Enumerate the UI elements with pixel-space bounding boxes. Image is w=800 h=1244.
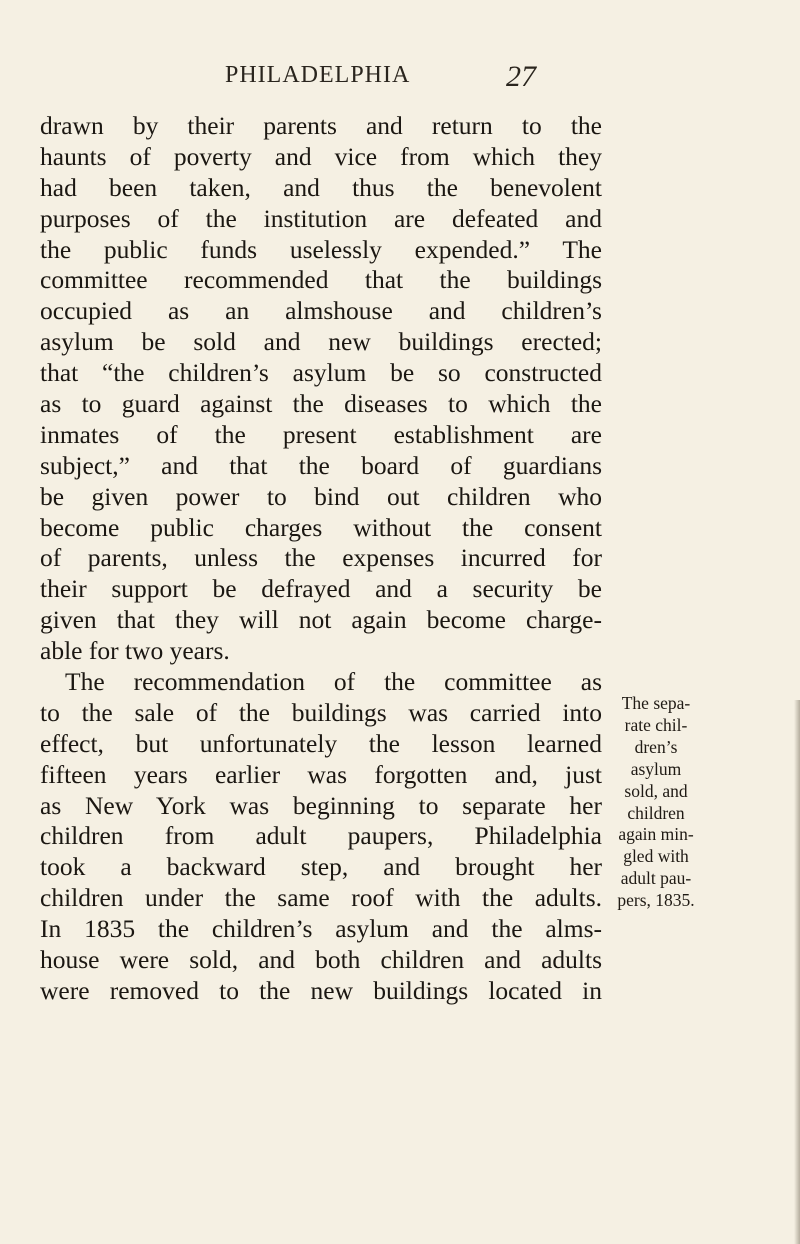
margin-note-line: children <box>627 802 685 823</box>
text-line: their support be defrayed and a security be <box>40 574 602 604</box>
text-line: asylum be sold and new buildings erected; <box>40 327 602 357</box>
text-line: given that they will not again become charge- <box>40 605 602 635</box>
page-number: 27 <box>506 60 536 93</box>
text-line: had been taken, and thus the benevolent <box>40 172 602 202</box>
page-edge-shadow <box>794 700 800 1244</box>
text-line: children under the same roof with the adults. <box>40 883 602 913</box>
text-line: occupied as an almshouse and children’s <box>40 296 602 326</box>
text-line: of parents, unless the expenses incurred for <box>40 543 602 573</box>
text-line: effect, but unfortunately the lesson learned <box>40 728 602 758</box>
text-line: as to guard against the diseases to which the <box>40 389 602 419</box>
paragraph-start-line: The recommendation of the committee as <box>65 667 602 697</box>
text-line: as New York was beginning to separate her <box>40 790 602 820</box>
margin-note-line: pers, 1835. <box>617 890 695 911</box>
page-header <box>0 60 800 100</box>
text-line: house were sold, and both children and adults <box>40 945 602 975</box>
text-line: haunts of poverty and vice from which they <box>40 141 602 171</box>
text-line: to the sale of the buildings was carried into <box>40 697 602 727</box>
text-line: inmates of the present establishment are <box>40 419 602 449</box>
text-line: children from adult paupers, Philadelphia <box>40 821 602 851</box>
margin-note-line: asylum <box>630 758 682 779</box>
body-text <box>40 111 602 1007</box>
text-line: the public funds uselessly expended.” The <box>40 234 602 264</box>
margin-note-line: rate chil- <box>624 714 688 735</box>
paragraph-end-line: able for two years. <box>40 636 230 666</box>
margin-note-line: The sepa- <box>621 693 691 713</box>
text-line: were removed to the new buildings located in <box>40 975 602 1005</box>
text-line: be given power to bind out children who <box>40 481 602 511</box>
text-line: purposes of the institution are defeated and <box>40 203 602 233</box>
margin-note-line: gled with <box>623 846 689 867</box>
text-line: subject,” and that the board of guardians <box>40 450 602 480</box>
margin-note-line: again min- <box>618 824 694 845</box>
text-line: In 1835 the children’s asylum and the alms- <box>40 914 602 944</box>
margin-note <box>608 693 704 912</box>
text-line: committee recommended that the buildings <box>40 265 602 295</box>
text-line: drawn by their parents and return to the <box>40 111 602 140</box>
margin-note-line: dren’s <box>634 736 678 757</box>
margin-note-line: adult pau- <box>620 868 692 889</box>
margin-note-line: sold, and <box>624 780 688 801</box>
text-line: that “the children’s asylum be so constructed <box>40 358 602 388</box>
running-head: PHILADELPHIA <box>225 62 411 88</box>
text-line: took a backward step, and brought her <box>40 852 602 882</box>
text-line: fifteen years earlier was forgotten and, just <box>40 759 602 789</box>
text-line: become public charges without the consent <box>40 512 602 542</box>
